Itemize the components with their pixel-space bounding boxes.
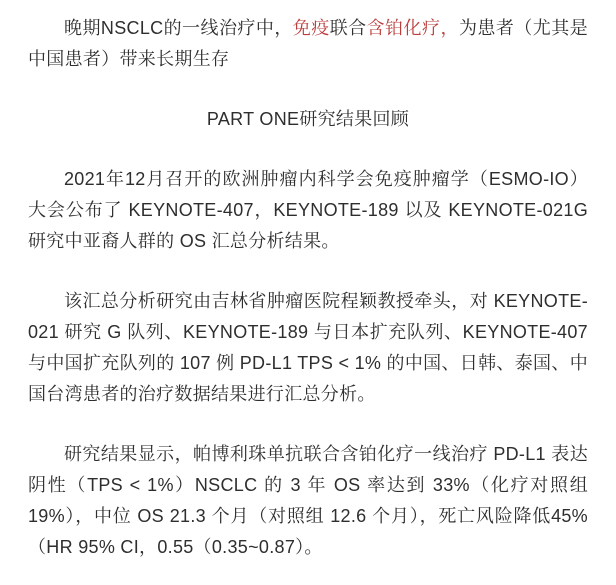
paragraph-study-results: 研究结果显示，帕博利珠单抗联合含铂化疗一线治疗 PD-L1 表达阴性（TPS < 1%）NSCLC 的 3 年 OS 率达到 33%（化疗对照组19%），中位 OS 21.3 个月（对照组 12.6 个月），死亡风险降低45%（HR 95% CI，0.55（0.35~0.87）。: [28, 444, 588, 557]
paragraph-intro: [28, 13, 588, 75]
intro-highlight-immunotherapy: 免疫: [292, 18, 330, 38]
intro-text-tail: 为患者（尤其是中国患者）带来长期生存: [28, 18, 588, 69]
intro-highlight-platinum-chemo: 含铂化疗，: [366, 18, 459, 38]
section-heading-part-one: PART ONE研究结果回顾: [206, 109, 410, 129]
paragraph-esmo-announcement: 2021年12月召开的欧洲肿瘤内科学会免疫肿瘤学（ESMO-IO）大会公布了 KEYNOTE-407，KEYNOTE-189 以及 KEYNOTE-021G 研究中亚裔人群的 OS 汇总分析结果。: [28, 169, 588, 251]
paragraph-pooled-analysis: 该汇总分析研究由吉林省肿瘤医院程颖教授牵头，对 KEYNOTE-021 研究 G 队列、KEYNOTE-189 与日本扩充队列、KEYNOTE-407 与中国扩充队列的 107 例 PD-L1 TPS < 1% 的中国、日韩、泰国、中国台湾患者的治疗数据结果进行汇总分析。: [28, 291, 588, 404]
intro-text-combined: 联合: [329, 18, 367, 38]
intro-text-lead: 晚期NSCLC的一线治疗中，: [64, 18, 293, 38]
